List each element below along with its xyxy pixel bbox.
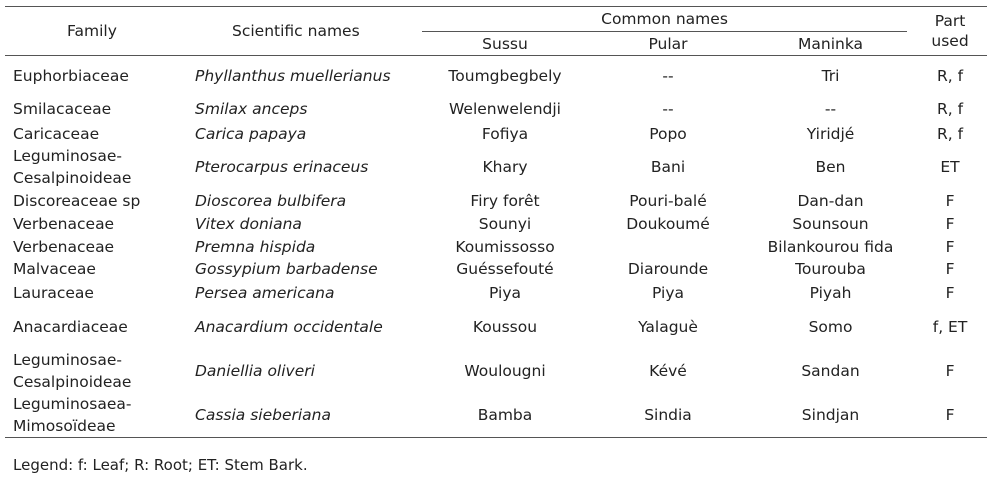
part-used-cell: R, f: [936, 124, 964, 143]
family-line1: Lauraceae: [13, 283, 94, 302]
maninka-cell: Tri: [821, 66, 840, 85]
part-used-cell: ET: [940, 158, 960, 176]
sussu-cell: Bamba: [422, 393, 588, 438]
table-row: [5, 96, 987, 123]
family-line1: Verbenaceae: [13, 237, 115, 256]
scientific-name-cell: Persea americana: [195, 283, 335, 302]
scientific-name-cell: Smilax anceps: [195, 100, 308, 118]
family-line1: Caricaceae: [13, 124, 100, 143]
pular-cell: Diarounde: [627, 260, 709, 278]
part-used-cell: F: [913, 393, 987, 438]
sussu-cell: Firy forêt: [470, 192, 540, 210]
part-used-cell: f, ET: [932, 317, 968, 336]
family-line1: Leguminosae-: [13, 147, 122, 165]
maninka-cell: --: [824, 100, 837, 118]
pular-cell: Sindia: [588, 393, 748, 438]
maninka-cell: Tourouba: [795, 260, 866, 278]
sussu-cell: Koumissosso: [455, 237, 555, 256]
family-cell: [5, 145, 187, 190]
family-line1: Malvaceae: [13, 260, 96, 278]
family-line1: Euphorbiaceae: [13, 66, 129, 85]
sussu-cell: Piya: [489, 283, 521, 302]
pular-cell: --: [662, 66, 674, 85]
part-used-cell: R, f: [936, 66, 964, 85]
family-cell: [5, 305, 187, 349]
scientific-header: Scientific names: [187, 7, 422, 56]
maninka-cell: Somo: [808, 317, 853, 336]
table-body: [5, 56, 987, 438]
family-cell: [5, 393, 187, 438]
table-row: [5, 305, 987, 349]
sussu-cell: Welenwelendji: [449, 100, 561, 118]
scientific-name-cell: Dioscorea bulbifera: [195, 192, 347, 210]
pular-cell: Kévé: [649, 361, 687, 380]
pular-cell: Bani: [650, 158, 686, 176]
scientific-name-cell: Vitex doniana: [195, 215, 302, 233]
part-used-line2: used: [931, 32, 969, 50]
family-line2: Cesalpinoideae: [13, 372, 132, 391]
table-row: [5, 145, 987, 190]
family-cell: [5, 96, 187, 123]
table-row: [5, 56, 987, 96]
scientific-name-cell: Daniellia oliveri: [195, 361, 315, 380]
family-cell: [5, 258, 187, 281]
maninka-cell: Sounsoun: [792, 215, 869, 233]
part-used-cell: F: [945, 361, 955, 380]
part-used-cell: F: [945, 260, 955, 278]
pular-cell: Yalaguè: [638, 317, 698, 336]
pular-cell: --: [662, 100, 674, 118]
part-used-cell: R, f: [936, 100, 964, 118]
maninka-cell: Sandan: [801, 361, 860, 380]
scientific-name-cell: Phyllanthus muellerianus: [195, 66, 391, 85]
pular-cell: Doukoumé: [626, 215, 710, 233]
family-cell: [5, 56, 187, 96]
part-used-cell: F: [945, 237, 955, 256]
maninka-header: Maninka: [748, 33, 913, 56]
header-row-top: [5, 7, 987, 33]
scientific-name-cell: Cassia sieberiana: [187, 393, 422, 438]
table-row: [5, 393, 987, 438]
family-cell: [5, 236, 187, 258]
family-line1: Verbenaceae: [13, 215, 115, 233]
table-row: [5, 213, 987, 236]
pular-cell: Popo: [649, 124, 687, 143]
scientific-name-cell: Carica papaya: [195, 124, 307, 143]
pular-header: Pular: [588, 33, 748, 56]
plants-table: [5, 6, 987, 438]
table-row: [5, 349, 987, 393]
maninka-cell: Piyah: [809, 283, 852, 302]
sussu-cell: Koussou: [472, 317, 538, 336]
maninka-cell: Dan-dan: [797, 192, 864, 210]
family-cell: [5, 281, 187, 305]
legend: Legend: f: Leaf; R: Root; ET: Stem Bark.: [13, 456, 308, 474]
family-line2: Mimosoïdeae: [13, 416, 116, 435]
part-used-header: [913, 7, 987, 56]
part-used-line1: Part: [934, 12, 966, 30]
table-row: [5, 281, 987, 305]
family-line1: Smilacaceae: [13, 100, 112, 118]
sussu-cell: Guéssefouté: [456, 260, 554, 278]
scientific-name-cell: Gossypium barbadense: [195, 260, 378, 278]
sussu-cell: Sounyi: [478, 215, 532, 233]
pular-cell: Pouri-balé: [629, 192, 707, 210]
sussu-cell: Woulougni: [464, 361, 546, 380]
part-used-cell: F: [945, 283, 955, 302]
scientific-name-cell: Premna hispida: [195, 237, 316, 256]
table-row: [5, 190, 987, 213]
common-names-header: [422, 7, 913, 33]
family-cell: [5, 213, 187, 236]
family-line1: Discoreaceae sp: [13, 192, 141, 210]
part-used-cell: F: [945, 215, 955, 233]
sussu-cell: Khary: [482, 158, 528, 176]
family-header: Family: [5, 7, 187, 56]
common-names-label: Common names: [422, 7, 907, 32]
sussu-cell: Fofiya: [481, 124, 529, 143]
table-row: [5, 236, 987, 258]
table-row: [5, 123, 987, 145]
maninka-cell: Ben: [815, 158, 846, 176]
family-line1: Leguminosae-: [13, 350, 122, 369]
table-row: [5, 258, 987, 281]
family-cell: [5, 123, 187, 145]
sussu-header: Sussu: [422, 33, 588, 56]
scientific-name-cell: Pterocarpus erinaceus: [195, 158, 369, 176]
family-cell: [5, 349, 187, 393]
scientific-name-cell: Anacardium occidentale: [195, 317, 383, 336]
sussu-cell: Toumgbegbely: [448, 66, 562, 85]
maninka-cell: Bilankourou fida: [767, 237, 894, 256]
pular-cell: [588, 236, 748, 258]
family-cell: [5, 190, 187, 213]
family-line2: Cesalpinoideae: [13, 169, 132, 187]
maninka-cell: Sindjan: [748, 393, 913, 438]
maninka-cell: Yiridjé: [806, 124, 855, 143]
family-line1: Leguminosaea-: [13, 394, 132, 413]
pular-cell: Piya: [652, 283, 684, 302]
part-used-cell: F: [945, 192, 955, 210]
family-line1: Anacardiaceae: [13, 317, 128, 336]
